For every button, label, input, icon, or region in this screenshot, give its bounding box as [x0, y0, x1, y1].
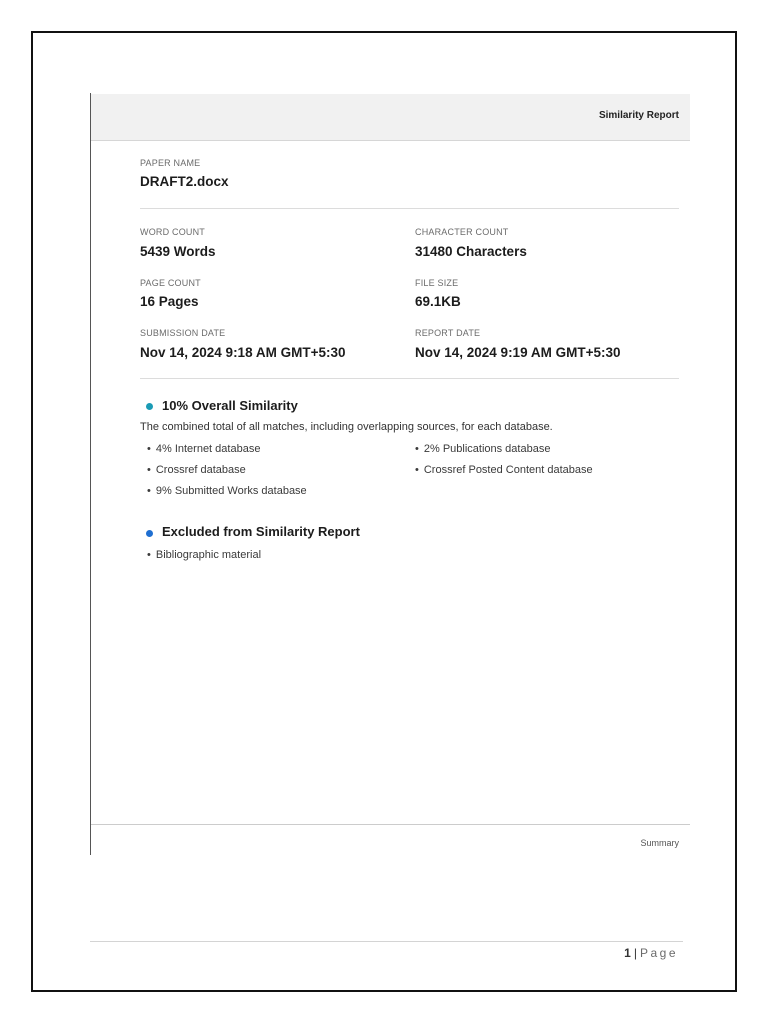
similarity-bullet-dot [146, 403, 153, 410]
page-footer [624, 946, 678, 960]
page-number: 1 [624, 946, 631, 960]
character-count-value: 31480 Characters [415, 244, 527, 259]
report-date-value: Nov 14, 2024 9:19 AM GMT+5:30 [415, 345, 621, 360]
database-item: • Crossref Posted Content database [415, 464, 593, 476]
excluded-item: • Bibliographic material [147, 549, 262, 561]
report-date-label: REPORT DATE [415, 328, 481, 338]
page-count-label: PAGE COUNT [140, 278, 201, 288]
file-size-label: FILE SIZE [415, 278, 459, 288]
summary-divider [91, 824, 690, 825]
paper-name-value: DRAFT2.docx [140, 174, 229, 189]
character-count-label: CHARACTER COUNT [415, 227, 509, 237]
submission-date-label: SUBMISSION DATE [140, 328, 226, 338]
page-word: Page [639, 946, 678, 960]
word-count-value: 5439 Words [140, 244, 216, 259]
page-border [31, 31, 737, 992]
divider-top [140, 208, 679, 209]
similarity-title: 10% Overall Similarity [162, 398, 298, 413]
report-left-rule [90, 93, 91, 855]
divider-middle [140, 378, 679, 379]
page-separator: | [633, 946, 637, 960]
database-item: • 9% Submitted Works database [147, 485, 307, 497]
report-header [91, 94, 690, 141]
database-item: • 4% Internet database [147, 443, 261, 455]
page-count-value: 16 Pages [140, 294, 199, 309]
excluded-title: Excluded from Similarity Report [162, 524, 360, 539]
footer-divider [90, 941, 683, 942]
word-count-label: WORD COUNT [140, 227, 205, 237]
submission-date-value: Nov 14, 2024 9:18 AM GMT+5:30 [140, 345, 346, 360]
similarity-description: The combined total of all matches, including overlapping sources, for each database. [140, 421, 553, 433]
excluded-bullet-dot [146, 530, 153, 537]
file-size-value: 69.1KB [415, 294, 461, 309]
report-header-title: Similarity Report [598, 110, 679, 121]
database-item: • Crossref database [147, 464, 246, 476]
paper-name-label: PAPER NAME [140, 158, 201, 168]
database-item: • 2% Publications database [415, 443, 551, 455]
summary-label: Summary [640, 838, 679, 848]
